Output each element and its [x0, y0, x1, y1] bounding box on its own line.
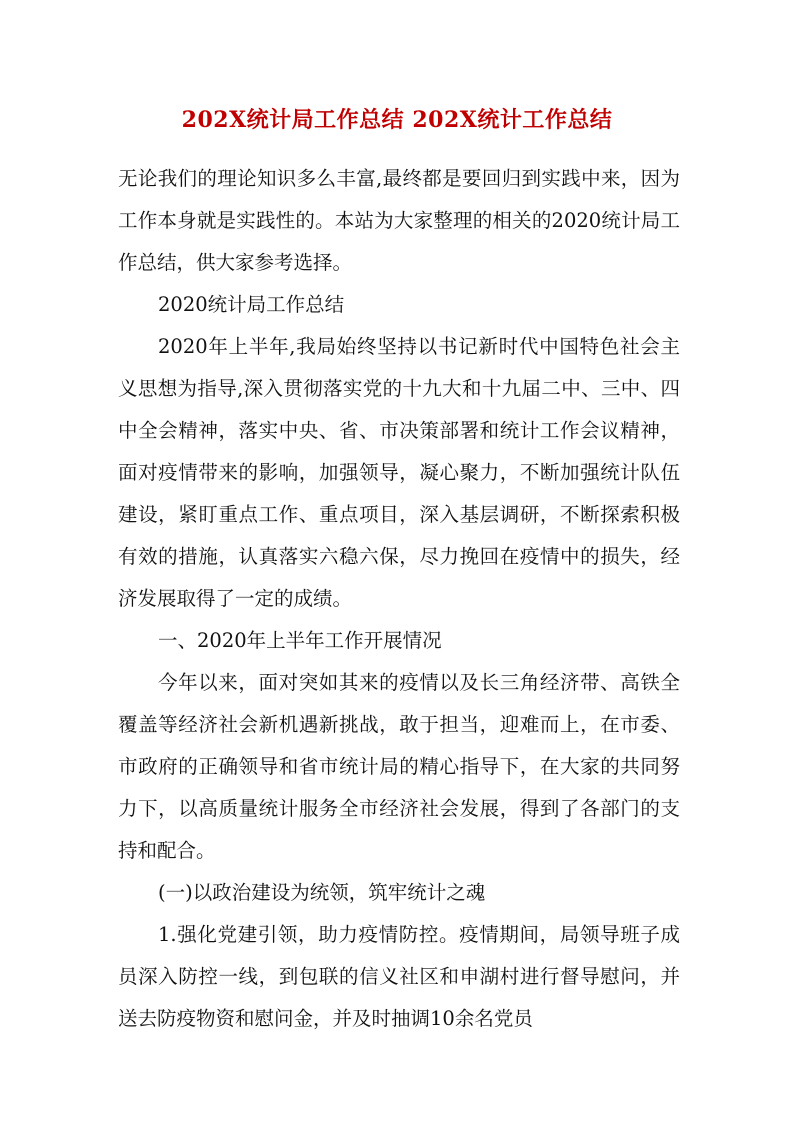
paragraph-subtitle: 2020统计局工作总结 [158, 293, 345, 316]
paragraph-section-1: 今年以来，面对突如其来的疫情以及长三角经济带、高铁全覆盖等经济社会新机遇新挑战，敢于担当，迎难而上，在市委、市政府的正确领导和省市统计局的精心指导下，在大家的共同努力下，以高质量统计服务全市经济社会发展，得到了各部门的支持和配合。 [118, 671, 680, 862]
section-heading-1: 一、2020年上半年工作开展情况 [158, 629, 442, 652]
subsection-heading-1: (一)以政治建设为统领，筑牢统计之魂 [158, 881, 486, 904]
paragraph-item-1: 1.强化党建引领，助力疫情防控。疫情期间，局领导班子成员深入防控一线，到包联的信义社区和申湖村进行督导慰问，并送去防疫物资和慰问金，并及时抽调10余名党员 [118, 923, 680, 1030]
document-body [118, 158, 680, 1040]
paragraph-intro: 无论我们的理论知识多么丰富,最终都是要回归到实践中来，因为工作本身就是实践性的。本站为大家整理的相关的2020统计局工作总结，供大家参考选择。 [118, 167, 680, 274]
paragraph-overview: 2020年上半年,我局始终坚持以书记新时代中国特色社会主义思想为指导,深入贯彻落实党的十九大和十九届二中、三中、四中全会精神，落实中央、省、市决策部署和统计工作会议精神，面对疫情带来的影响，加强领导，凝心聚力，不断加强统计队伍建设，紧盯重点工作、重点项目，深入基层调研，不断探索积极有效的措施，认真落实六稳六保，尽力挽回在疫情中的损失，经济发展取得了一定的成绩。 [118, 335, 680, 610]
document-title: 202X统计局工作总结 202X统计工作总结 [181, 107, 613, 133]
